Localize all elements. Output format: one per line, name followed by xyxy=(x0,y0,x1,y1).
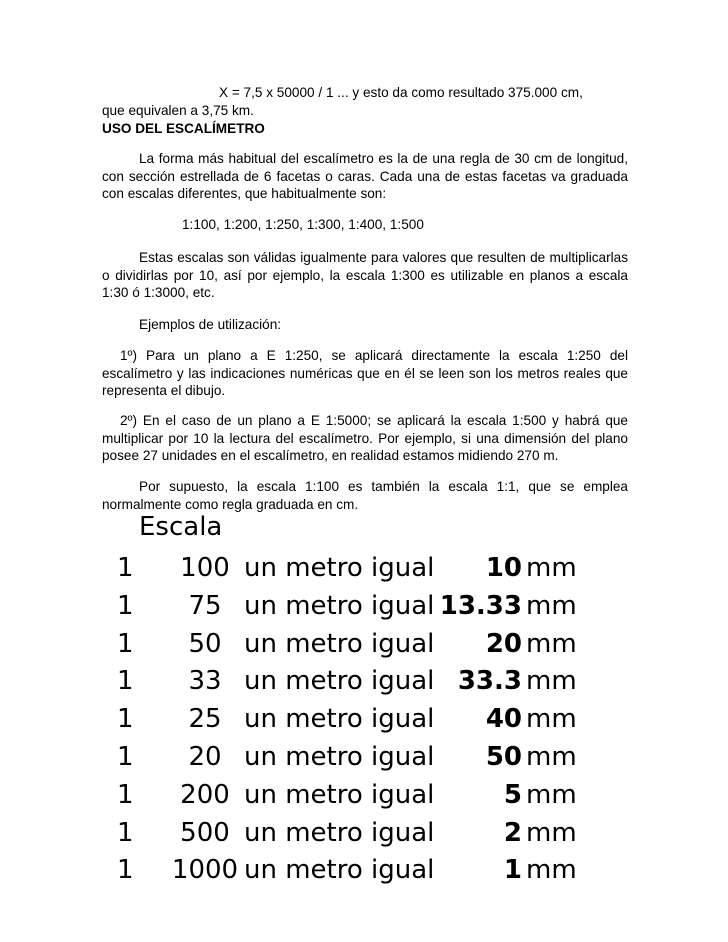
scale-table-row xyxy=(0,629,728,665)
mm-value: 5 xyxy=(503,779,522,810)
scale-numerator: 1 xyxy=(117,817,134,848)
scale-denominator: 200 xyxy=(180,779,230,810)
row-label: un metro igual xyxy=(244,666,435,697)
mm-value: 2 xyxy=(503,817,522,848)
formula-line: X = 7,5 x 50000 / 1 ... y esto da como resultado 375.000 cm, xyxy=(219,85,583,100)
unit-label: mm xyxy=(526,742,577,772)
row-label: un metro igual xyxy=(244,553,435,583)
mm-value: 50 xyxy=(485,742,522,772)
example-1: 1º) Para un plano a E 1:250, se aplicará directamente la escala 1:250 del escalímetro y las indicaciones numéricas que en él se leen son los metros reales que representa el dibujo. xyxy=(102,348,628,398)
paragraph-closing: Por supuesto, la escala 1:100 es también la escala 1:1, que se emplea normalmente como regla graduada en cm. xyxy=(102,479,628,512)
row-label: un metro igual xyxy=(244,704,435,735)
row-label: un metro igual xyxy=(244,817,435,848)
scale-denominator: 20 xyxy=(188,742,222,772)
scale-table-row xyxy=(0,553,728,589)
paragraph-description: La forma más habitual del escalímetro es la de una regla de 30 cm de longitud, con sección estrellada de 6 facetas o caras. Cada una de estas facetas va graduada con escalas diferentes, que habitualmente son: xyxy=(102,151,628,201)
section-heading: USO DEL ESCALÍMETRO xyxy=(102,121,265,136)
mm-value: 40 xyxy=(485,704,522,735)
example-2: 2º) En el caso de un plano a E 1:5000; se aplicará la escala 1:500 y habrá que multiplicar por 10 la lectura del escalímetro. Por ejemplo, si una dimensión del plano posee 27 unidades en el escalímetro, en realidad estamos midiendo 270 m. xyxy=(102,413,628,463)
scale-numerator: 1 xyxy=(117,590,134,621)
row-label: un metro igual xyxy=(244,628,435,659)
scale-numerator: 1 xyxy=(117,855,134,886)
scale-denominator: 25 xyxy=(188,704,222,735)
scale-table-row xyxy=(0,666,728,702)
scale-table-row xyxy=(0,780,728,816)
mm-value: 20 xyxy=(485,628,522,659)
scales-list: 1:100, 1:200, 1:250, 1:300, 1:400, 1:500 xyxy=(182,217,424,232)
scale-numerator: 1 xyxy=(117,742,134,772)
scale-numerator: 1 xyxy=(117,666,134,697)
row-label: un metro igual xyxy=(244,590,435,621)
row-label: un metro igual xyxy=(244,779,435,810)
scale-denominator: 500 xyxy=(180,817,230,848)
scale-denominator: 33 xyxy=(188,666,222,697)
scale-denominator: 50 xyxy=(188,628,222,659)
unit-label: mm xyxy=(526,855,577,886)
mm-value: 33.3 xyxy=(457,666,522,697)
unit-label: mm xyxy=(526,817,577,848)
unit-label: mm xyxy=(526,779,577,810)
unit-label: mm xyxy=(526,704,577,735)
paragraph-multiples: Estas escalas son válidas igualmente para valores que resulten de multiplicarlas o dividirlas por 10, así por ejemplo, la escala 1:300 es utilizable en planos a escala 1:30 ó 1:3000, etc. xyxy=(102,250,628,300)
scale-denominator: 100 xyxy=(180,553,230,583)
mm-value: 1 xyxy=(503,855,522,886)
unit-label: mm xyxy=(526,590,577,621)
row-label: un metro igual xyxy=(244,742,435,772)
scale-table-row xyxy=(0,818,728,854)
scale-table-row xyxy=(0,704,728,740)
unit-label: mm xyxy=(526,628,577,659)
scale-table-row xyxy=(0,742,728,778)
equivalence-line: que equivalen a 3,75 km. xyxy=(102,103,254,118)
scale-table-row xyxy=(0,591,728,627)
scale-numerator: 1 xyxy=(117,553,134,583)
scale-numerator: 1 xyxy=(117,779,134,810)
unit-label: mm xyxy=(526,553,577,583)
scale-denominator: 1000 xyxy=(171,855,239,886)
examples-title: Ejemplos de utilización: xyxy=(139,317,282,332)
mm-value: 13.33 xyxy=(439,590,522,621)
unit-label: mm xyxy=(526,666,577,697)
row-label: un metro igual xyxy=(244,855,435,886)
scale-denominator: 75 xyxy=(188,590,222,621)
scale-numerator: 1 xyxy=(117,704,134,735)
scale-numerator: 1 xyxy=(117,628,134,659)
scale-table-title: Escala xyxy=(139,512,223,542)
mm-value: 10 xyxy=(485,553,522,583)
scale-table-row xyxy=(0,855,728,891)
